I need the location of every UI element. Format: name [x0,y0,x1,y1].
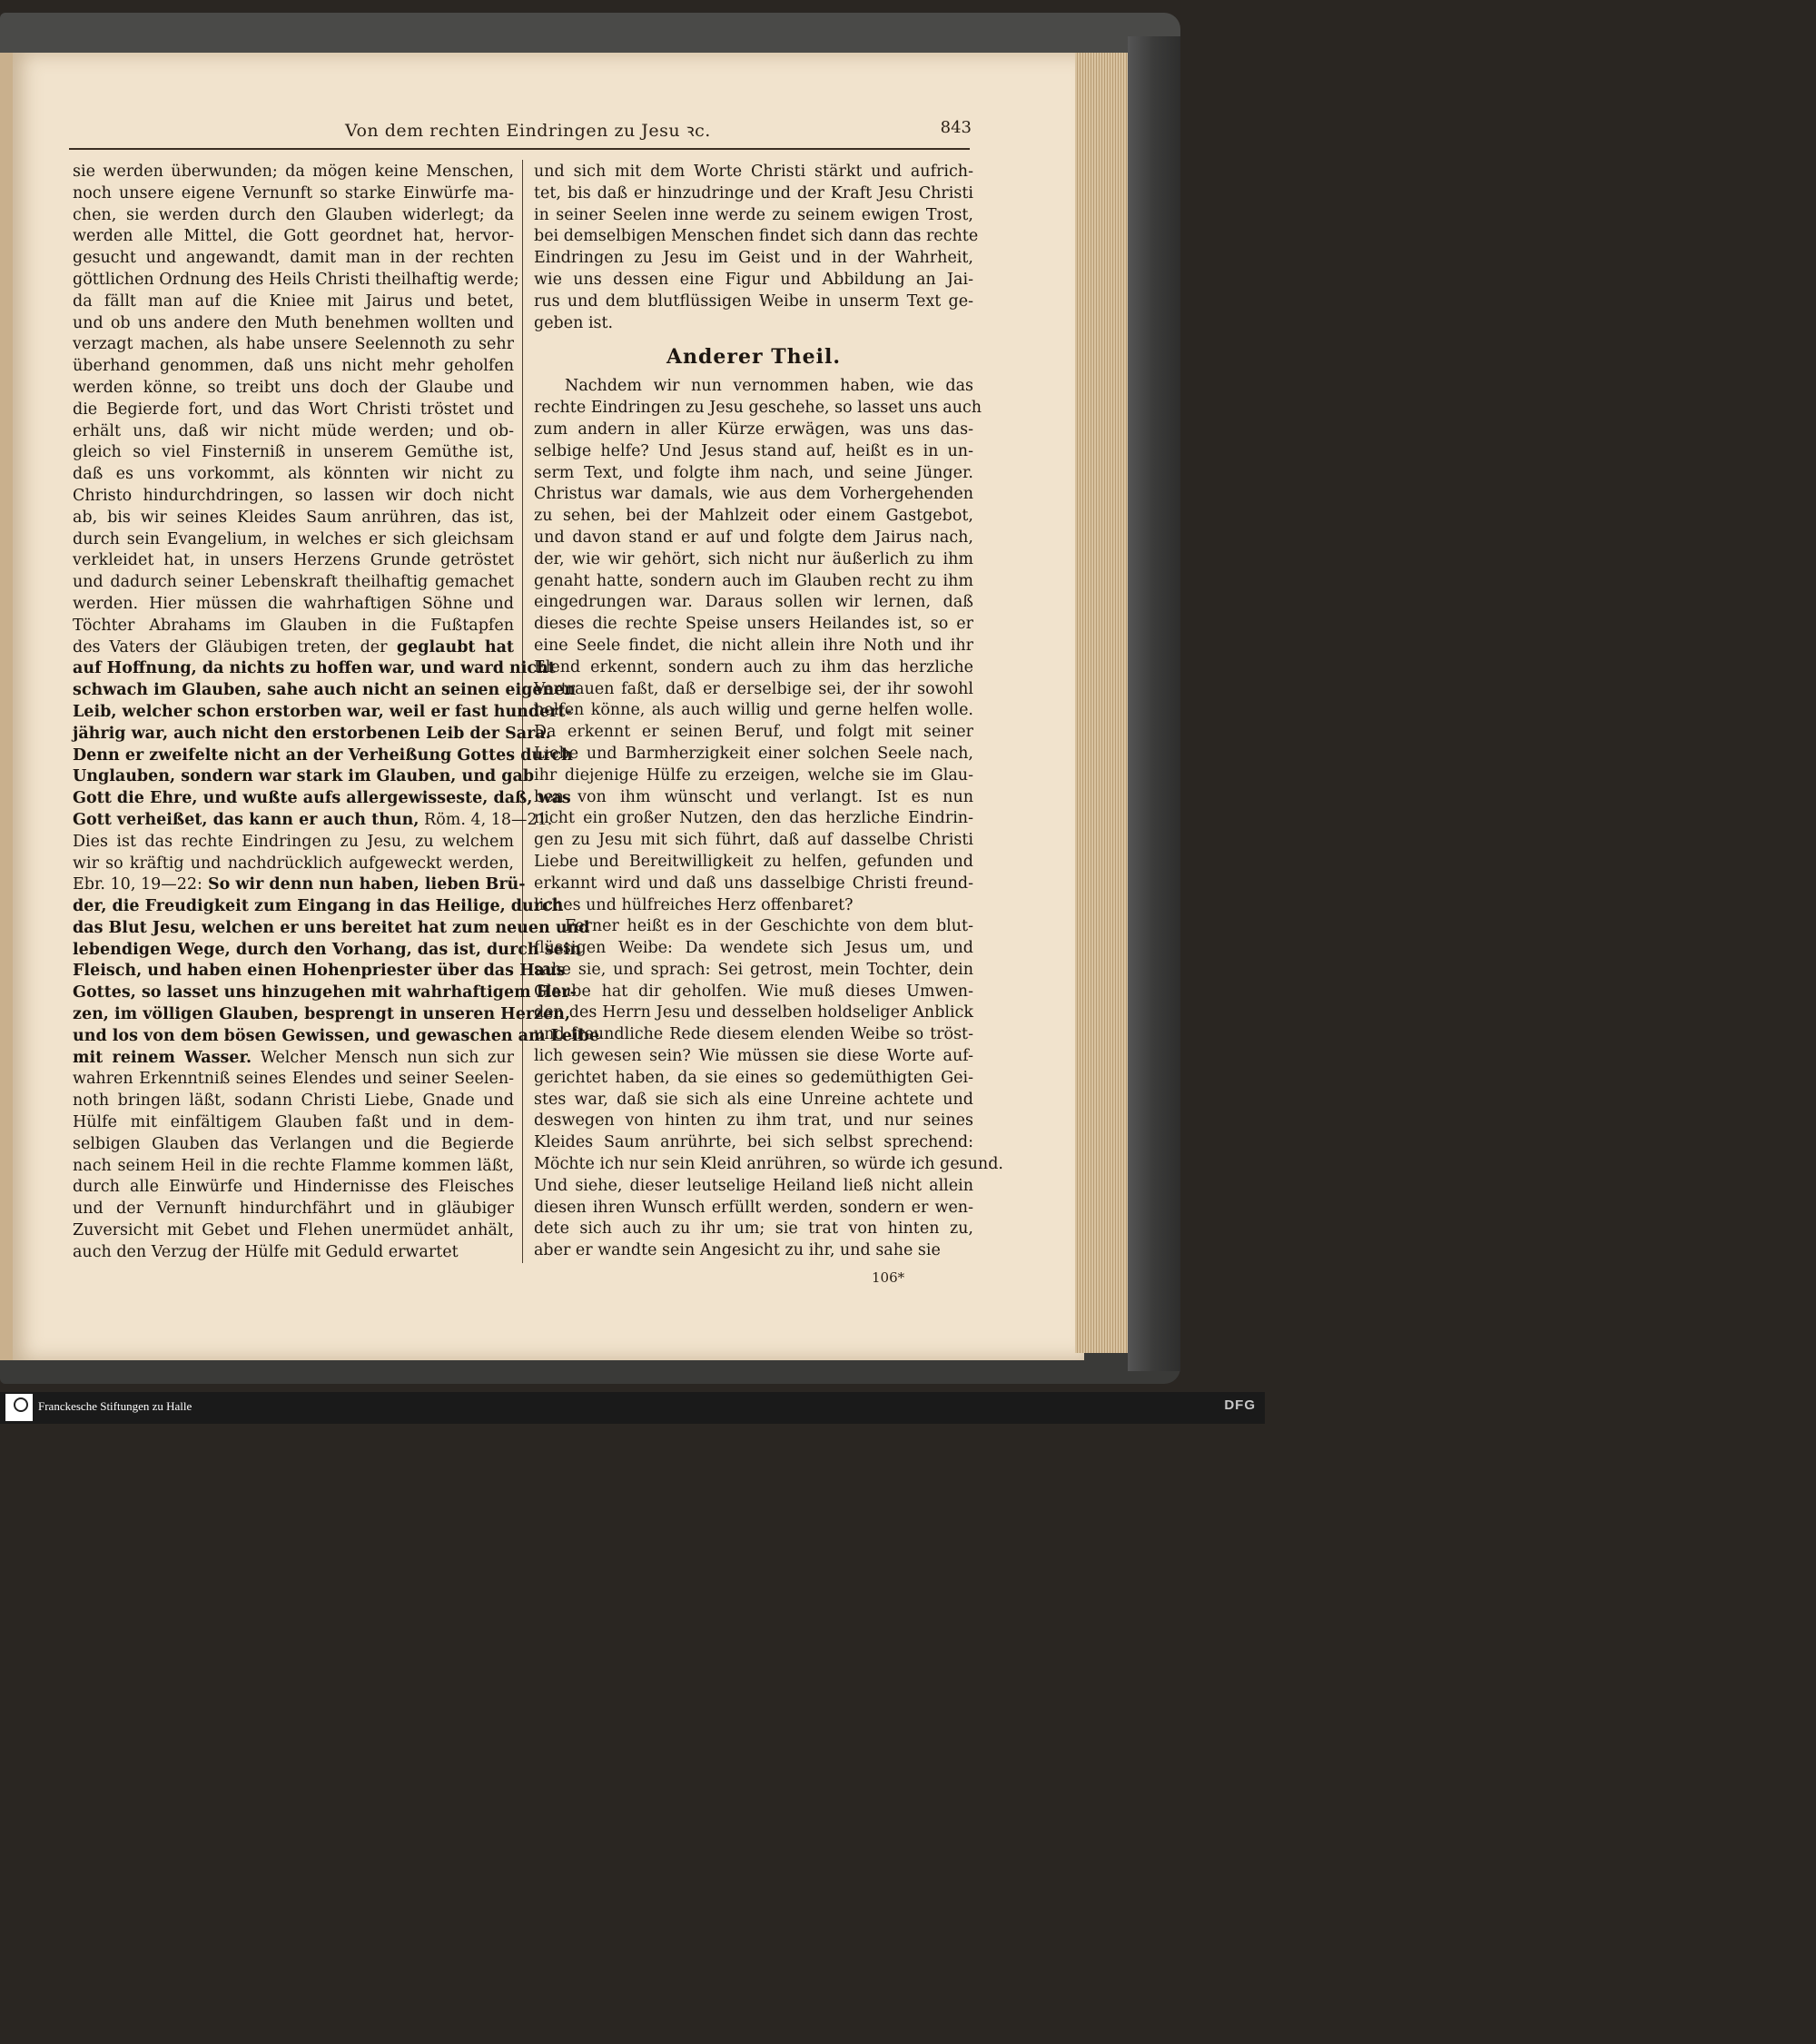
text-line: nicht ein großer Nutzen, den das herzliche Eindrin- [534,809,973,828]
text-line [73,313,514,335]
text-segment: Hülfe mit einfältigem Glauben faßt und in dem- [73,1113,514,1132]
text-line: Liebe und Barmherzigkeit einer solchen Seele nach, [534,744,973,763]
text-segment: ab, bis wir seines Kleides Saum anrühren, das ist, [73,508,514,527]
text-line: helfen könne, als auch willig und gerne helfen wolle. [534,701,973,720]
text-line: liches und hülfreiches Herz offenbaret? [534,895,854,914]
text-line: und freundliche Rede diesem elenden Weibe so tröst- [534,1025,973,1044]
text-line: diesen ihren Wunsch erfüllt werden, sondern er wen- [534,1198,973,1217]
text-line [73,918,590,940]
text-line [73,594,514,616]
text-segment: Röm. 4, 18—21. [419,810,553,829]
text-line: gen zu Jesu mit sich führt, daß auf dasselbe Christi [534,831,973,850]
text-line [73,442,514,464]
bold-segment: Denn er zweifelte nicht an der Verheißung Gottes durch [73,746,573,765]
header-rule [69,148,970,150]
text-segment: die Begierde fort, und das Wort Christi tröstet und [73,400,514,419]
text-line: lich gewesen sein? Wie müssen sie diese Worte auf- [534,1047,973,1066]
text-segment: Ebr. 10, 19—22: [73,875,202,894]
text-line [73,1048,514,1070]
facing-page-edge [0,53,13,1360]
text-segment: Töchter Abrahams im Glauben in die Fußtapfen [73,616,514,635]
bold-segment: zen, im völligen Glauben, besprengt in unseren Herzen, [73,1005,570,1024]
text-line [73,810,553,832]
text-line [73,1026,600,1048]
book-spine [1128,36,1180,1371]
text-line [73,854,514,875]
text-line [73,356,514,378]
text-segment: Christo hindurchdringen, so lassen wir doch nicht [73,486,514,505]
text-segment: und dadurch seiner Lebenskraft theilhaftig gemachet [73,573,514,592]
right-column [534,162,1003,1262]
text-line: deswegen von hinten zu ihm trat, und nur seines [534,1111,973,1131]
text-line: geben ist. [534,313,614,332]
text-line [73,572,514,594]
text-line [73,746,573,767]
text-line: Möchte ich nur sein Kleid anrühren, so würde ich gesund. [534,1155,1003,1174]
text-line: aber er wandte sein Angesicht zu ihr, und sahe sie [534,1241,941,1260]
text-line [73,1091,514,1112]
text-line [73,961,566,983]
text-line [73,378,514,400]
text-line [73,724,551,746]
bold-segment: und los von dem bösen Gewissen, und gewaschen am Leibe [73,1026,600,1045]
text-line: eingedrungen war. Daraus sollen wir lernen, daß [534,593,973,612]
text-line [73,1004,570,1026]
text-line: rechte Eindringen zu Jesu geschehe, so lasset uns auch [534,399,982,418]
bold-segment: Fleisch, und haben einen Hohenpriester über das Haus [73,962,566,981]
text-line [73,1156,514,1178]
text-line: sahe sie, und sprach: Sei getrost, mein Tochter, dein [534,960,973,979]
text-segment: und ob uns andere den Muth benehmen wollten und [73,313,514,332]
text-segment: wir so kräftig und nachdrücklich aufgeweckt werden, [73,854,514,873]
text-line: Ferner heißt es in der Geschichte von dem blut- [565,917,973,936]
text-line: wie uns dessen eine Figur und Abbildung an Jai- [534,270,973,289]
text-segment: und der Vernunft hindurchfährt und in gläubiger [73,1200,514,1219]
bold-segment: geglaubt hat [387,637,514,657]
text-line [73,550,514,572]
text-line [73,1112,514,1134]
text-line: Da erkennt er seinen Beruf, und folgt mit seiner [534,723,973,742]
text-line: Nachdem wir nun vernommen haben, wie das [565,377,973,396]
bold-segment: jährig war, auch nicht den erstorbenen Leib der Sara. [73,724,551,743]
signature-mark: 106* [872,1269,905,1286]
text-line [73,1177,514,1199]
text-line [73,788,571,810]
institution-name: Franckesche Stiftungen zu Halle [38,1399,192,1413]
text-segment: erhält uns, daß wir nicht müde werden; und ob- [73,421,514,440]
text-line: serm Text, und folgte ihm nach, und seine Jünger. [534,463,973,482]
text-line: bei demselbigen Menschen findet sich dann das rechte [534,227,979,246]
text-line [73,486,514,508]
text-line [73,616,514,637]
running-head [73,118,972,142]
text-segment: werden. Hier müssen die wahrhaftigen Söhne und [73,594,514,613]
text-segment: göttlichen Ordnung des Heils Christi theilhaftig werde; [73,270,519,289]
text-line: in seiner Seelen inne werde zu seinem ewigen Trost, [534,205,973,224]
text-segment: Welcher Mensch nun sich zur [252,1048,514,1067]
text-line: eine Seele findet, die nicht allein ihre Noth und ihr [534,636,973,655]
text-line [73,334,514,356]
text-line: genaht hatte, sondern auch im Glauben recht zu ihm [534,571,973,590]
text-line: dieses die rechte Speise unsers Heilandes ist, so er [534,615,973,634]
section-heading: Anderer Theil. [666,345,842,370]
text-line [73,183,514,205]
text-line [73,766,535,788]
text-line: selbige helfe? Und Jesus stand auf, heißt es in un- [534,441,973,460]
bold-segment: Unglauben, sondern war stark im Glauben, und gab [73,767,535,786]
bold-segment: Leib, welcher schon erstorben war, weil er fast hundert- [73,702,572,721]
text-line [73,529,514,551]
text-segment: noth bringen läßt, sodann Christi Liebe, Gnade und [73,1091,514,1111]
page-number: 843 [940,118,972,137]
bold-segment: auf Hoffnung, da nichts zu hoffen war, und ward nicht [73,659,556,678]
text-line: Eindringen zu Jesu im Geist und in der Wahrheit, [534,249,973,268]
text-line [73,896,564,918]
text-line [73,658,556,680]
bold-segment: schwach im Glauben, sahe auch nicht an seinen eigenen [73,681,577,700]
text-line: den des Herrn Jesu und desselben holdseliger Anblick [534,1003,973,1022]
bold-segment: der, die Freudigkeit zum Eingang in das Heilige, durch [73,897,564,916]
bold-segment: Gott verheißet, das kann er auch thun, [73,810,419,829]
text-line: ben von ihm wünscht und verlangt. Ist es nun [534,787,973,806]
text-segment: wahren Erkenntniß seines Elendes und seiner Seelen- [73,1070,514,1089]
text-line: zu sehen, bei der Mahlzeit oder einem Gastgebot, [534,507,973,526]
text-line: Christus war damals, wie aus dem Vorhergehenden [534,485,973,504]
text-segment: durch sein Evangelium, in welches er sich gleichsam [73,529,514,548]
text-line: flüssigen Weibe: Da wendete sich Jesus um, und [534,939,973,958]
text-line [73,680,577,702]
text-line: Und siehe, dieser leutselige Heiland ließ nicht allein [534,1176,973,1195]
text-line [73,226,514,248]
text-segment: noch unsere eigene Vernunft so starke Einwürfe ma- [73,183,514,202]
text-line: Vertrauen faßt, daß er derselbige sei, der ihr sowohl [534,679,973,698]
text-line [73,205,514,227]
text-line: und sich mit dem Worte Christi stärkt und aufrich- [534,163,973,181]
text-line: tet, bis daß er hinzudringe und der Kraft Jesu Christi [534,183,973,202]
text-line: erkannt wird und daß uns dasselbige Christi freund- [534,874,973,893]
bold-segment: das Blut Jesu, welchen er uns bereitet hat zum neuen und [73,918,590,937]
text-line: ihr diejenige Hülfe zu erzeigen, welche sie im Glau- [534,765,973,785]
institution-logo [5,1394,33,1421]
paragraph-1 [534,376,982,916]
text-segment: auch den Verzug der Hülfe mit Geduld erwartet [73,1242,459,1261]
text-line [73,421,514,443]
bold-segment: Gott die Ehre, und wußte aufs allergewisseste, daß, was [73,789,571,808]
text-line: stes war, daß sie sich als eine Unreine achtete und [534,1090,973,1109]
paragraph-2 [534,916,1003,1262]
text-line: der, wie wir gehört, sich nicht nur äußerlich zu ihm [534,549,973,568]
text-line [73,1199,514,1220]
text-segment: nach seinem Heil in die rechte Flamme kommen läßt, [73,1156,514,1175]
text-line: Glaube hat dir geholfen. Wie muß dieses Umwen- [534,982,973,1001]
text-segment: überhand genommen, daß uns nicht mehr geholfen [73,357,514,376]
text-line [73,1220,514,1242]
text-segment: verkleidet hat, in unsers Herzens Grunde getröstet [73,551,514,570]
text-line [73,874,526,896]
text-line [73,940,582,962]
text-segment: des Vaters der Gläubigen treten, der [73,637,388,657]
text-line: Liebe und Bereitwilligkeit zu helfen, gefunden und [534,852,973,871]
bold-segment: Gottes, so lasset uns hinzugehen mit wahrhaftigem Her- [73,983,577,1002]
text-line: gerichtet haben, da sie eines so gedemüthigten Gei- [534,1068,973,1087]
text-line [73,1242,514,1264]
bold-segment: lebendigen Wege, durch den Vorhang, das ist, durch sein [73,940,582,959]
text-segment: Zuversicht mit Gebet und Flehen unermüdet anhält, [73,1221,514,1240]
text-line: und davon stand er auf und folgte dem Jairus nach, [534,528,973,547]
running-title: Von dem rechten Eindringen zu Jesu ꝛc. [345,121,711,141]
text-segment: sie werden überwunden; da mögen keine Menschen, [73,163,514,181]
text-segment: werden könne, so treibt uns doch der Glaube und [73,378,514,397]
bold-segment: mit reinem Wasser. [73,1048,252,1067]
text-line: Kleides Saum anrührte, bei sich selbst sprechend: [534,1133,973,1152]
text-line [73,1069,514,1091]
page-block-edges [1075,53,1128,1353]
bold-segment: So wir denn nun haben, lieben Brü- [202,875,526,894]
text-line [73,1134,514,1156]
text-line [73,637,514,659]
text-line [73,270,519,291]
text-line: Elend erkennt, sondern auch zu ihm das herzliche [534,657,973,676]
text-segment: durch alle Einwürfe und Hindernisse des Fleisches [73,1178,514,1197]
text-line [73,702,572,724]
text-line [73,291,514,313]
text-segment: chen, sie werden durch den Glauben widerlegt; da [73,205,514,224]
text-line: dete sich auch zu ihr um; sie trat von hinten zu, [534,1219,973,1239]
text-line: rus und dem blutflüssigen Weibe in unserm Text ge- [534,291,973,311]
text-segment: werden alle Mittel, die Gott geordnet hat, hervor- [73,227,514,246]
right-column-intro [534,162,979,334]
text-line: zum andern in aller Kürze erwägen, was uns das- [534,420,973,439]
text-segment: selbigen Glauben das Verlangen und die Begierde [73,1134,514,1153]
text-line [73,464,514,486]
text-segment: Dies ist das rechte Eindringen zu Jesu, zu welchem [73,832,514,851]
text-line [73,400,514,421]
dfg-logo: DFG [1224,1397,1256,1413]
text-segment: gleich so viel Finsterniß in unserem Gemüthe ist, [73,443,514,462]
text-segment: verzagt machen, als habe unsere Seelennoth zu sehr [73,335,514,354]
text-line [73,508,514,529]
text-line [73,983,577,1004]
text-line [73,162,514,183]
text-segment: da fällt man auf die Kniee mit Jairus und betet, [73,291,514,311]
text-segment: gesucht und angewandt, damit man in der rechten [73,249,514,268]
text-segment: daß es uns vorkommt, als könnten wir nicht zu [73,465,514,484]
text-line [73,832,514,854]
text-line [73,248,514,270]
